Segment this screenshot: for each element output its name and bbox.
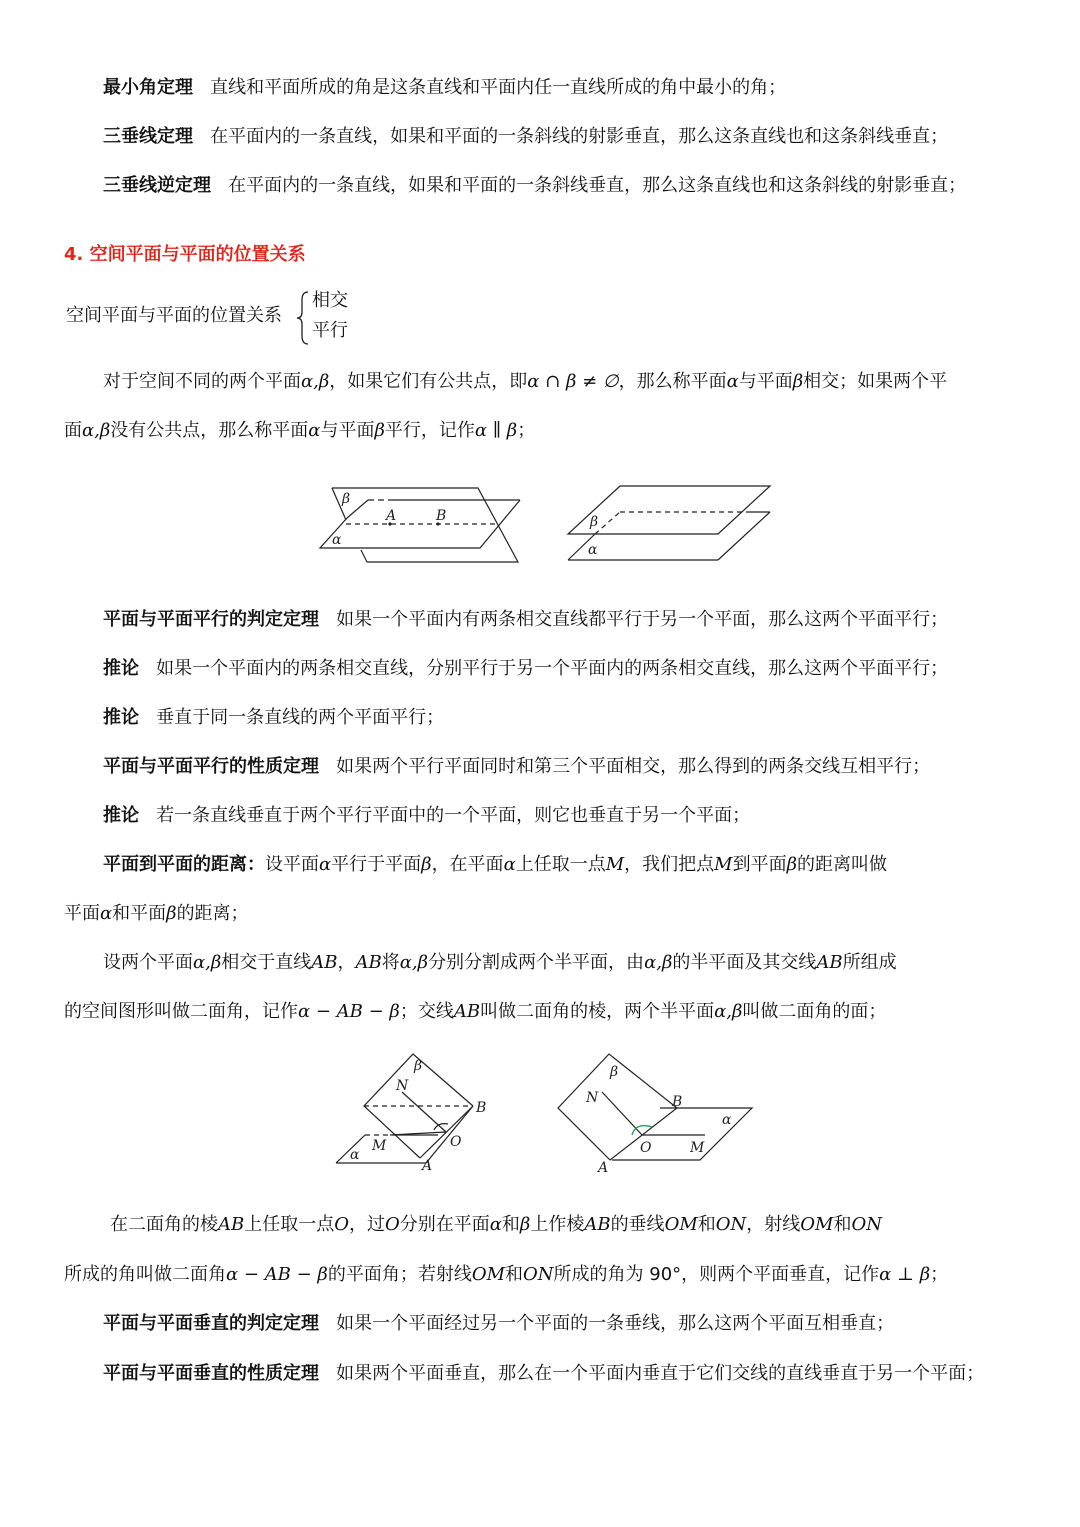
section-heading: 4. 空间平面与平面的位置关系 (64, 244, 306, 265)
text: ，如果它们有公共点，即 (329, 371, 528, 392)
text: 设平面 (265, 854, 319, 875)
math: α − AB − β (226, 1264, 328, 1285)
math: M (714, 854, 733, 875)
label-n: N (396, 1078, 409, 1094)
plane-angle-line1 (110, 1212, 882, 1238)
distance-title: 平面到平面的距离： (103, 854, 265, 875)
label-b: B (476, 1100, 487, 1116)
brace-icon (296, 290, 310, 346)
label-o: O (640, 1140, 652, 1156)
theorem-title: 三垂线定理 (103, 126, 193, 147)
text: 相交于直线 (221, 952, 312, 973)
label-alpha: α (588, 542, 598, 558)
theorem-title: 平面与平面垂直的判定定理 (103, 1313, 319, 1334)
text: 将 (381, 952, 400, 973)
math: ON (851, 1214, 882, 1235)
label-alpha: α (332, 532, 342, 548)
label-n: N (586, 1090, 599, 1106)
math: α,β (301, 371, 330, 392)
math: AB (816, 952, 843, 973)
text: ，射线 (746, 1214, 801, 1235)
theorem-text: 直线和平面所成的角是这条直线和平面内任一直线所成的角中最小的角； (210, 77, 787, 98)
theorem-parallel-property (103, 754, 930, 780)
text: 平行于平面 (331, 854, 422, 875)
theorem-title: 平面与平面平行的性质定理 (103, 756, 319, 777)
math: β (519, 1214, 531, 1235)
brace-label: 空间平面与平面的位置关系 (66, 305, 282, 326)
theorem-three-perpendicular (103, 124, 948, 150)
text: 设两个平面 (103, 952, 193, 973)
math: α ⊥ β (879, 1264, 931, 1285)
theorem-text: 如果一个平面内有两条相交直线都平行于另一个平面，那么这两个平面平行； (336, 609, 949, 630)
text: 和 (833, 1214, 852, 1235)
label-b: B (672, 1094, 683, 1110)
label-b: B (436, 508, 447, 524)
theorem-three-perpendicular-inverse (103, 173, 966, 199)
label-a: A (386, 508, 397, 524)
text: 和 (697, 1214, 716, 1235)
text: 所成的角为 90°，则两个平面垂直，记作 (553, 1264, 880, 1285)
theorem-title: 最小角定理 (103, 77, 193, 98)
text: 平面 (64, 903, 100, 924)
theorem-text: 在平面内的一条直线，如果和平面的一条斜线的射影垂直，那么这条直线也和这条斜线垂直； (210, 126, 949, 147)
distance-line2 (64, 901, 249, 927)
corollary-3 (103, 803, 750, 829)
text: 到平面 (732, 854, 787, 875)
math: α (503, 854, 516, 875)
theorem-perpendicular-property (103, 1361, 984, 1387)
math: β (374, 420, 385, 441)
brace-item-parallel: 平行 (312, 320, 348, 341)
paragraph-relation-line1 (103, 369, 947, 395)
theorem-text: 在平面内的一条直线，如果和平面的一条斜线垂直，那么这条直线也和这条斜线的射影垂直； (228, 175, 967, 196)
math: ON (523, 1264, 554, 1285)
text: 面 (64, 420, 82, 441)
dihedral-line1 (103, 950, 897, 976)
math: α ∥ β (474, 420, 518, 441)
math: α − AB − β (298, 1001, 400, 1022)
theorem-title: 推论 (103, 707, 139, 728)
label-a: A (598, 1160, 609, 1176)
theorem-text: 垂直于同一条直线的两个平面平行； (156, 707, 445, 728)
theorem-text: 如果两个平面垂直，那么在一个平面内垂直于它们交线的直线垂直于另一个平面； (336, 1363, 985, 1384)
text: ，我们把点 (624, 854, 715, 875)
text: 和平面 (112, 903, 167, 924)
corollary-2 (103, 705, 444, 731)
label-beta: β (414, 1058, 423, 1074)
text: 相交；如果两个平 (803, 371, 948, 392)
math: AB (584, 1214, 611, 1235)
parallel-planes-diagram (568, 486, 770, 560)
math: α,β (193, 952, 222, 973)
text: 的半平面及其交线 (672, 952, 817, 973)
math: α (308, 420, 321, 441)
text: ； (517, 420, 536, 441)
theorem-title: 三垂线逆定理 (103, 175, 211, 196)
label-o: O (450, 1134, 462, 1150)
label-alpha: α (722, 1112, 732, 1128)
text: 上任取一点 (244, 1214, 335, 1235)
dihedral-line2 (64, 999, 886, 1025)
figure-dihedral-angle (330, 1050, 770, 1180)
math: OM (664, 1214, 698, 1235)
text: 的空间图形叫做二面角，记作 (64, 1001, 298, 1022)
brace-classification (66, 288, 366, 348)
math: α (319, 854, 332, 875)
text: 所成的角叫做二面角 (64, 1264, 226, 1285)
math: α (489, 1214, 502, 1235)
text: ； (930, 1264, 949, 1285)
math: O (385, 1214, 400, 1235)
distance-line1 (103, 852, 887, 878)
theorem-min-angle (103, 75, 786, 101)
math: ON (715, 1214, 747, 1235)
text: 的垂线 (610, 1214, 665, 1235)
corollary-1 (103, 656, 948, 682)
text: 与平面 (738, 371, 793, 392)
math: β (786, 854, 797, 875)
theorem-text: 如果一个平面内的两条相交直线，分别平行于另一个平面内的两条相交直线，那么这两个平面平行； (156, 658, 949, 679)
label-m: M (690, 1140, 705, 1156)
theorem-parallel-judgement (103, 607, 948, 633)
text: 和 (505, 1264, 524, 1285)
plane-angle-line2 (64, 1262, 948, 1288)
math: β (166, 903, 177, 924)
theorem-title: 推论 (103, 658, 139, 679)
paragraph-relation-line2 (64, 418, 535, 444)
label-m: M (372, 1138, 387, 1154)
math: AB (218, 1214, 245, 1235)
math: α ∩ β ≠ ∅ (527, 371, 619, 392)
math: OM (471, 1264, 506, 1285)
text: 分别在平面 (399, 1214, 490, 1235)
text: 叫做二面角的棱，两个半平面 (480, 1001, 715, 1022)
text: 上作棱 (530, 1214, 585, 1235)
math: AB (311, 952, 338, 973)
math: α,β (644, 952, 673, 973)
text: 和 (501, 1214, 520, 1235)
math: OM (800, 1214, 834, 1235)
math: M (605, 854, 625, 875)
text: 的平面角；若射线 (327, 1264, 472, 1285)
text: 对于空间不同的两个平面 (103, 371, 301, 392)
label-a: A (422, 1158, 433, 1174)
theorem-title: 平面与平面平行的判定定理 (103, 609, 319, 630)
math: α (726, 371, 739, 392)
label-alpha: α (350, 1147, 360, 1163)
math: O (334, 1214, 349, 1235)
math: AB (453, 1001, 481, 1022)
text: ， (337, 952, 356, 973)
label-beta: β (342, 491, 351, 507)
text: 分别分割成两个半平面，由 (428, 952, 645, 973)
text: 平行，记作 (384, 420, 475, 441)
text: ，在平面 (431, 854, 504, 875)
text: 所组成 (842, 952, 897, 973)
brace-item-intersect: 相交 (312, 290, 348, 311)
theorem-text: 若一条直线垂直于两个平行平面中的一个平面，则它也垂直于另一个平面； (156, 805, 751, 826)
label-beta: β (610, 1064, 619, 1080)
text: 与平面 (320, 420, 375, 441)
theorem-text: 如果一个平面经过另一个平面的一条垂线，那么这两个平面互相垂直； (336, 1313, 895, 1334)
text: 在二面角的棱 (110, 1214, 218, 1235)
math: α (100, 903, 113, 924)
text: 叫做二面角的面； (742, 1001, 887, 1022)
text: 上任取一点 (515, 854, 606, 875)
dihedral-obtuse-diagram (558, 1054, 752, 1160)
text: ，过 (349, 1214, 385, 1235)
text: ，那么称平面 (618, 371, 727, 392)
text: 的距离； (176, 903, 249, 924)
text: 没有公共点，那么称平面 (110, 420, 309, 441)
theorem-text: 如果两个平行平面同时和第三个平面相交，那么得到的两条交线互相平行； (336, 756, 931, 777)
math: β (792, 371, 804, 392)
math: α,β (714, 1001, 743, 1022)
text: 的距离叫做 (797, 854, 887, 875)
math: AB (355, 952, 382, 973)
theorem-perpendicular-judgement (103, 1311, 894, 1337)
math: β (421, 854, 432, 875)
theorem-title: 平面与平面垂直的性质定理 (103, 1363, 319, 1384)
theorem-title: 推论 (103, 805, 139, 826)
figure-plane-relations (310, 478, 780, 568)
text: ；交线 (399, 1001, 454, 1022)
label-beta: β (590, 514, 599, 530)
math: α,β (82, 420, 111, 441)
math: α,β (399, 952, 429, 973)
